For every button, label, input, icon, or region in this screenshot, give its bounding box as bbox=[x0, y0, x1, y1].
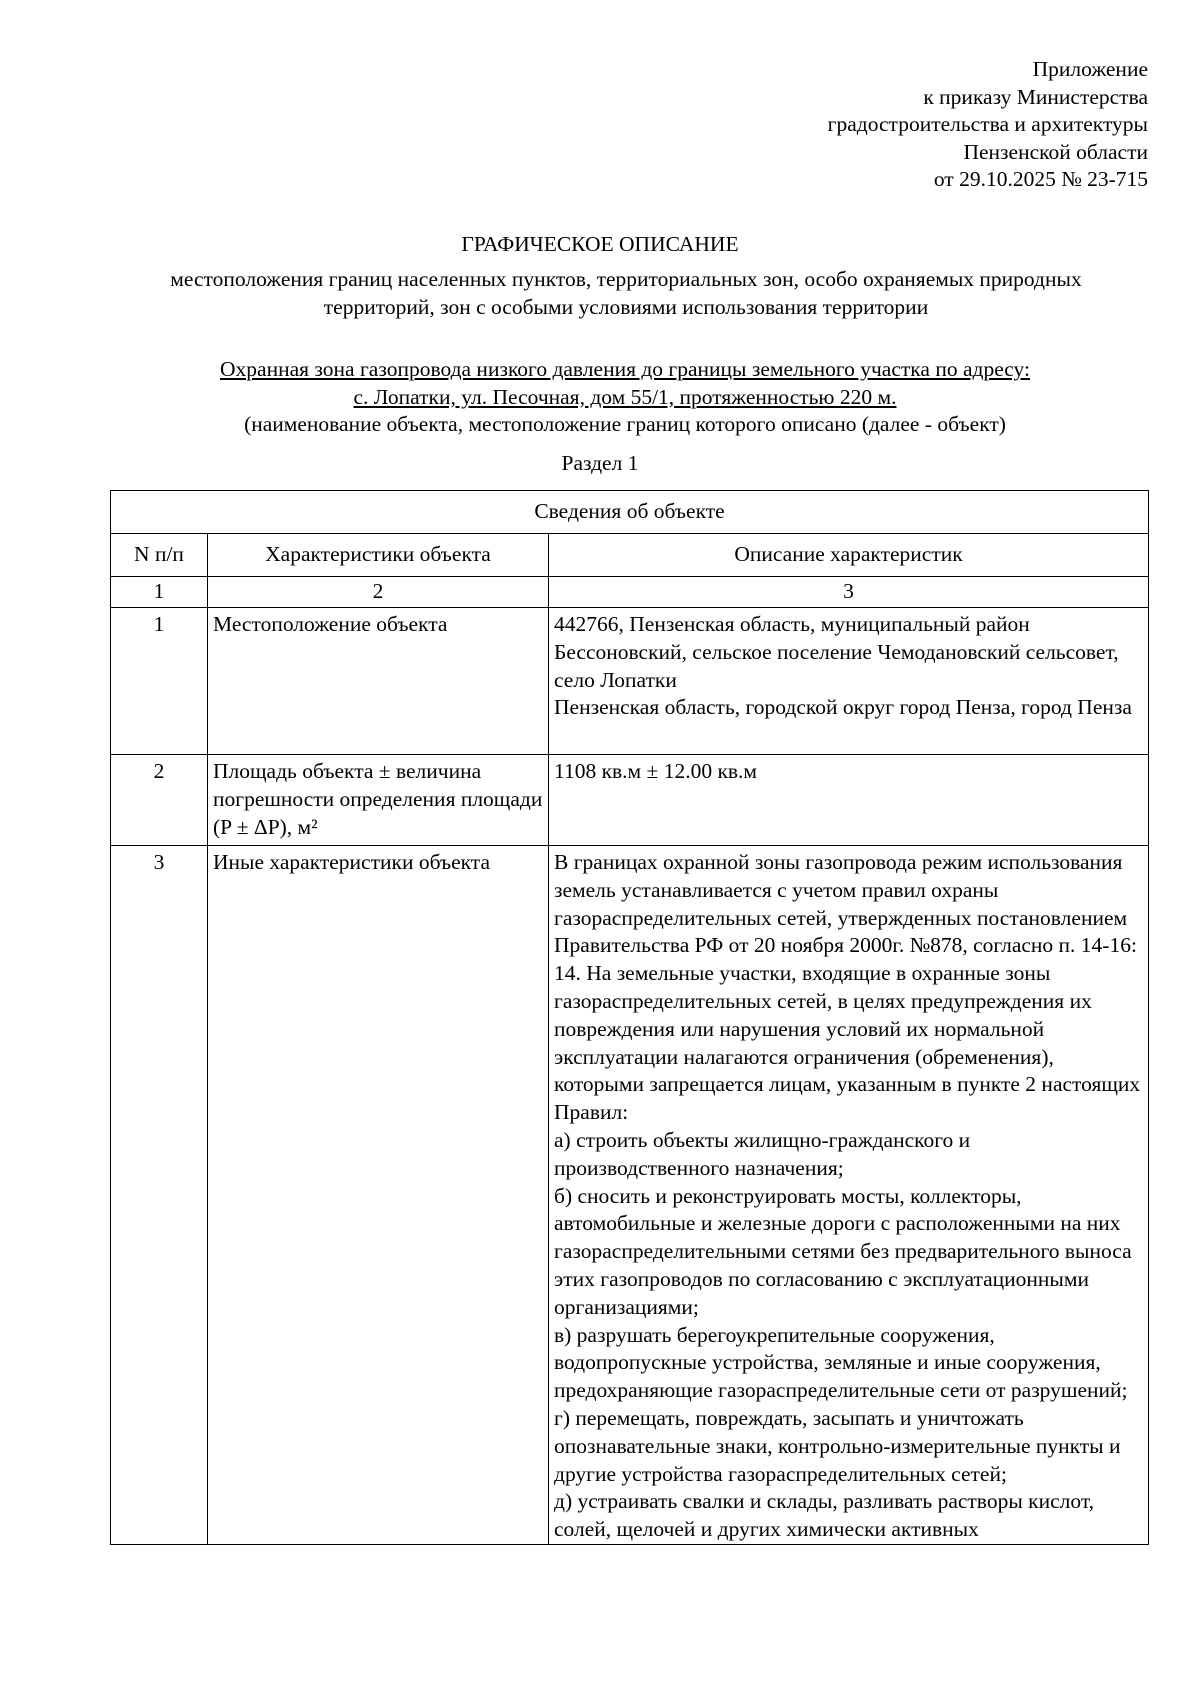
column-number: 3 bbox=[549, 577, 1149, 608]
row-description: В границах охранной зоны газопровода режим использования земель устанавливается с учетом правил охраны газораспределительных сетей, утвержденных постановлением Правительства РФ от 20 ноября 2000г. №878, согласно п. 14-16: 14. На земельные участки, входящие в охранные зоны газораспределительных сетей, в целях предупреждения их повреждения или нарушения условий их нормальной эксплуатации налагаются ограничения (обременения), которыми запрещается лицам, указанным в пункте 2 настоящих Правил: а) строить объекты жилищно-гражданского и производственного назначения; б) сносить и реконструировать мосты, коллекторы, автомобильные и железные дороги с расположенными на них газораспределительными сетями без предварительного выноса этих газопроводов по согласованию с эксплуатационными организациями; в) разрушать берегоукрепительные сооружения, водопропускные устройства, земляные и иные сооружения, предохраняющие газораспределительные сети от разрушений; г) перемещать, повреждать, засыпать и уничтожать опознавательные знаки, контрольно-измерительные пункты и другие устройства газораспределительных сетей; д) устраивать свалки и склады, разливать растворы кислот, солей, щелочей и других химически активных bbox=[549, 846, 1149, 1545]
object-info-table bbox=[110, 490, 1149, 1545]
appendix-line: Приложение bbox=[1032, 57, 1148, 81]
document-title: ГРАФИЧЕСКОЕ ОПИСАНИЕ bbox=[461, 232, 739, 256]
row-num: 2 bbox=[111, 755, 208, 846]
column-numbers-row bbox=[111, 577, 1149, 608]
header-characteristic: Характеристики объекта bbox=[208, 534, 549, 577]
column-number: 1 bbox=[111, 577, 208, 608]
object-name-block bbox=[60, 356, 1190, 439]
subtitle-line: территорий, зон с особыми условиями использования территории bbox=[323, 294, 929, 319]
object-name-line: Охранная зона газопровода низкого давления до границы земельного участка по адресу: bbox=[220, 357, 1030, 381]
table-caption-row bbox=[111, 491, 1149, 534]
row-num: 3 bbox=[111, 846, 208, 1545]
table-row bbox=[111, 755, 1149, 846]
subtitle-line: местоположения границ населенных пунктов, территориальных зон, особо охраняемых природных bbox=[170, 267, 1082, 291]
row-num: 1 bbox=[111, 608, 208, 755]
appendix-header bbox=[828, 56, 1148, 194]
table-row bbox=[111, 608, 1149, 755]
appendix-date-number: от 29.10.2025 № 23-715 bbox=[933, 167, 1148, 191]
row-name: Площадь объекта ± величина погрешности определения площади (P ± ΔP), м² bbox=[208, 755, 549, 846]
table-header-row bbox=[111, 534, 1149, 577]
appendix-line: Пензенской области bbox=[963, 139, 1148, 164]
row-description: 1108 кв.м ± 12.00 кв.м bbox=[549, 755, 1149, 846]
document-subtitle bbox=[100, 266, 1152, 321]
table-row bbox=[111, 846, 1149, 1545]
row-name: Иные характеристики объекта bbox=[208, 846, 549, 1545]
row-description: 442766, Пензенская область, муниципальный район Бессоновский, сельское поселение Чемодановский сельсовет, село Лопатки Пензенская область, городской округ город Пенза, город Пенза bbox=[549, 608, 1149, 755]
appendix-line: к приказу Министерства bbox=[923, 84, 1148, 109]
section-title: Раздел 1 bbox=[561, 451, 639, 475]
row-name: Местоположение объекта bbox=[208, 608, 549, 755]
object-name-line: с. Лопатки, ул. Песочная, дом 55/1, протяженностью 220 м. bbox=[353, 384, 897, 409]
column-number: 2 bbox=[208, 577, 549, 608]
header-description: Описание характеристик bbox=[549, 534, 1149, 577]
header-num: N п/п bbox=[111, 534, 208, 577]
object-name-caption: (наименование объекта, местоположение границ которого описано (далее - объект) bbox=[244, 412, 1006, 436]
table-caption: Сведения об объекте bbox=[111, 491, 1149, 534]
appendix-line: градостроительства и архитектуры bbox=[827, 112, 1148, 136]
